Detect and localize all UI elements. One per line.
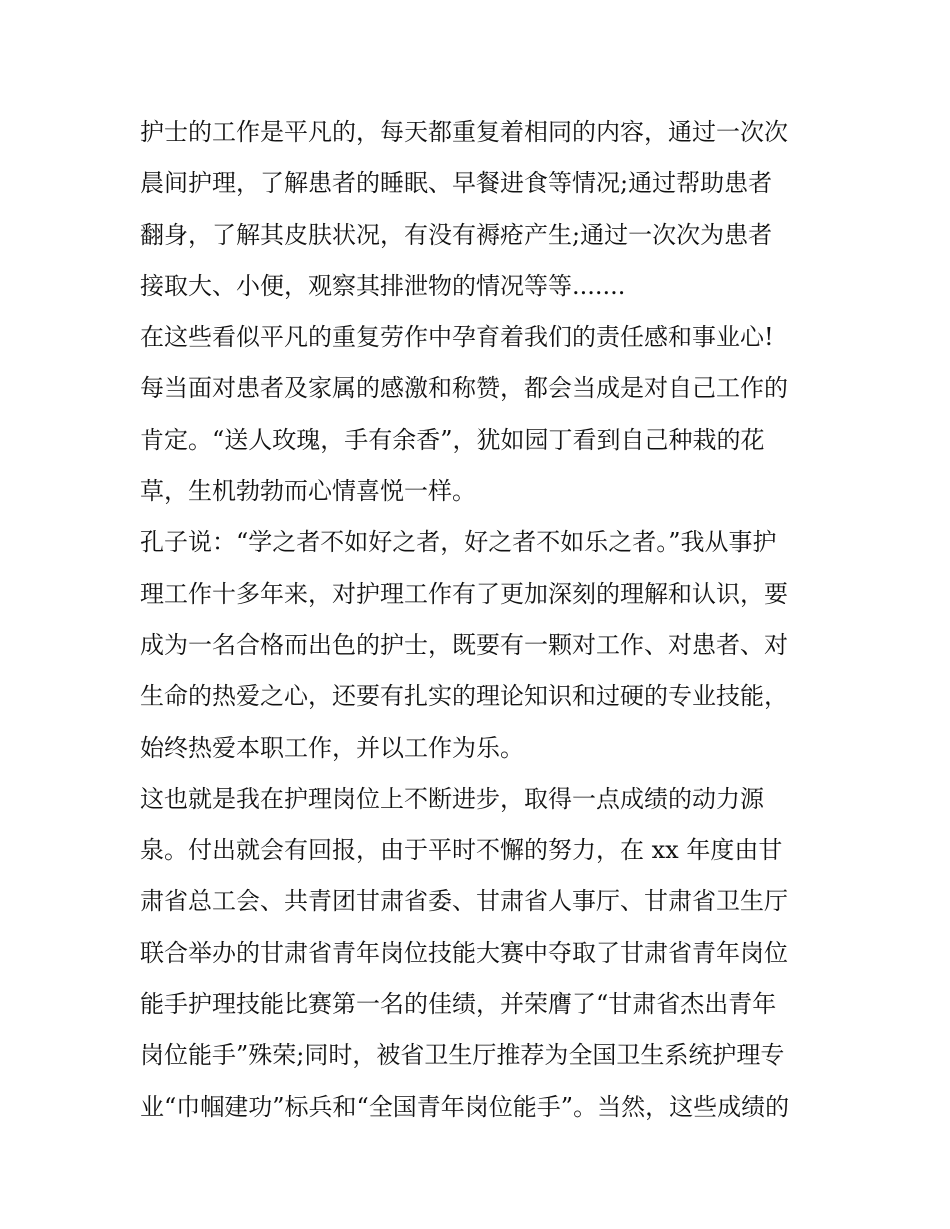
text-line: 肯定。“送人玫瑰，手有余香”，犹如园丁看到自己种栽的花 [140, 425, 765, 454]
text-line: 泉。付出就会有回报，由于平时不懈的努力，在 xx 年度由甘 [140, 836, 783, 865]
text-line: 接取大、小便，观察其排泄物的情况等等....... [140, 271, 626, 300]
text-line: 护士的工作是平凡的，每天都重复着相同的内容，通过一次次 [140, 118, 788, 146]
text-line: 孔子说：“学之者不如好之者，好之者不如乐之者。”我从事护 [140, 528, 777, 557]
text-line: 晨间护理，了解患者的睡眠、早餐进食等情况;通过帮助患者 [140, 169, 773, 198]
text-line: 始终热爱本职工作，并以工作为乐。 [140, 733, 524, 762]
text-line: 翻身，了解其皮肤状况，有没有褥疮产生;通过一次次为患者 [140, 220, 773, 249]
text-line: 生命的热爱之心，还要有扎实的理论知识和过硬的专业技能， [140, 682, 788, 711]
text-line: 草，生机勃勃而心情喜悦一样。 [140, 477, 476, 506]
text-line: 在这些看似平凡的重复劳作中孕育着我们的责任感和事业心! [140, 323, 774, 352]
text-line: 联合举办的甘肃省青年岗位技能大赛中夺取了甘肃省青年岗位 [140, 938, 788, 967]
text-line: 这也就是我在护理岗位上不断进步，取得一点成绩的动力源 [140, 784, 764, 813]
text-line: 成为一名合格而出色的护士，既要有一颗对工作、对患者、对 [140, 630, 788, 659]
text-line: 岗位能手”殊荣;同时，被省卫生厅推荐为全国卫生系统护理专 [140, 1041, 785, 1070]
text-line: 每当面对患者及家属的感激和称赞，都会当成是对自己工作的 [140, 374, 788, 403]
text-line: 肃省总工会、共青团甘肃省委、甘肃省人事厅、甘肃省卫生厅 [140, 887, 788, 916]
text-line: 业“巾帼建功”标兵和“全国青年岗位能手”。当然，这些成绩的 [140, 1092, 790, 1121]
text-line: 理工作十多年来，对护理工作有了更加深刻的理解和认识，要 [140, 579, 788, 608]
text-line: 能手护理技能比赛第一名的佳绩，并荣膺了“甘肃省杰出青年 [140, 990, 777, 1019]
document-body [140, 107, 820, 1133]
